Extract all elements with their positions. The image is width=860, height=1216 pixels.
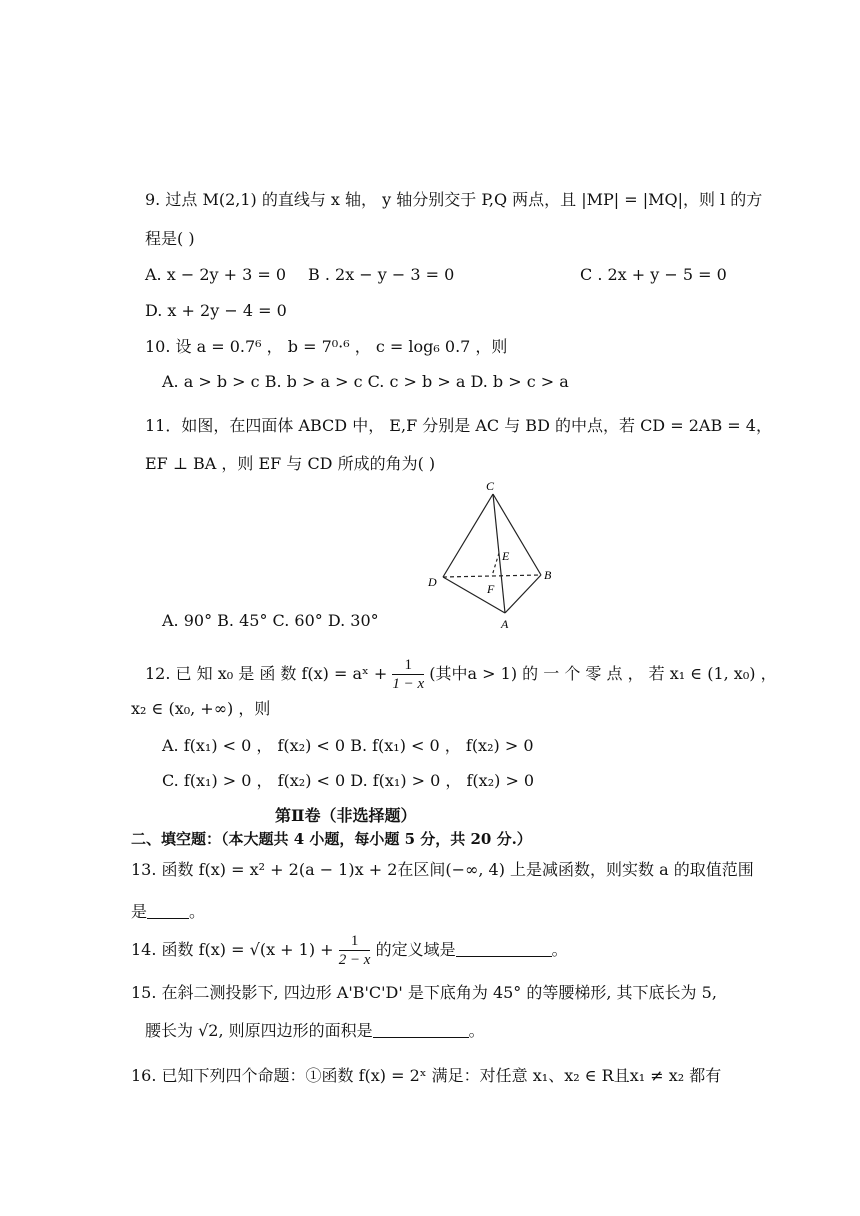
q13-suffix: 。 — [189, 902, 206, 921]
q12-options-ab: A. f(x₁) < 0 ， f(x₂) < 0 B. f(x₁) < 0 ， f(x₂) > 0 — [162, 736, 534, 755]
q12-stem-line1 — [145, 652, 777, 696]
q13-stem-line2 — [131, 900, 205, 924]
q15-stem-line2 — [145, 1019, 485, 1043]
q12-frac-numerator: 1 — [392, 656, 424, 675]
q15-suffix: 。 — [468, 1021, 485, 1040]
q12-options-cd: C. f(x₁) > 0 ， f(x₂) < 0 D. f(x₁) > 0 ， f(x₂) > 0 — [162, 771, 535, 790]
edge-cd — [443, 494, 493, 577]
q12-fraction — [392, 656, 424, 693]
edge-da — [443, 577, 505, 613]
q15-stem-line1: 15. 在斜二测投影下, 四边形 A'B'C'D' 是下底角为 45° 的等腰梯形, 其下底长为 5, — [131, 983, 717, 1002]
label-d: D — [428, 575, 437, 589]
q12-stem-line2: x₂ ∈ (x₀, +∞) ，则 — [131, 699, 271, 718]
q11-stem-line2: EF ⊥ BA ，则 EF 与 CD 所成的角为( ) — [145, 454, 436, 473]
section2-heading: 二、填空题：（本大题共 4 小题，每小题 5 分，共 20 分.） — [131, 830, 532, 848]
segment-ef-hidden — [492, 553, 499, 576]
q14-suffix: 。 — [551, 940, 568, 959]
q9-option-b: B . 2x − y − 3 = 0 — [308, 265, 455, 284]
q13-answer-blank[interactable] — [147, 902, 189, 919]
q13-prefix: 是 — [131, 902, 148, 921]
q14-frac-numerator: 1 — [339, 932, 371, 951]
q11-options: A. 90° B. 45° C. 60° D. 30° — [162, 611, 379, 630]
q12-stem-part1: 12. 已 知 x₀ 是 函 数 f(x) = aˣ + — [145, 664, 388, 683]
label-b: B — [544, 568, 552, 582]
q14-stem — [131, 928, 568, 972]
q15-answer-blank[interactable] — [373, 1021, 469, 1038]
q15-prefix: 腰长为 √2, 则原四边形的面积是 — [145, 1021, 373, 1040]
q16-stem-line1: 16. 已知下列四个命题：①函数 f(x) = 2ˣ 满足：对任意 x₁、x₂ ∈ R且x₁ ≠ x₂ 都有 — [131, 1066, 722, 1085]
q14-answer-blank[interactable] — [456, 940, 552, 957]
q9-option-a: A. x − 2y + 3 = 0 — [145, 265, 287, 284]
tetrahedron-figure — [420, 478, 565, 630]
q9-stem-line2: 程是( ) — [145, 229, 195, 248]
q14-mid: 的定义域是 — [375, 940, 456, 959]
label-a: A — [501, 617, 509, 630]
label-e: E — [502, 549, 510, 563]
part2-title: 第Ⅱ卷（非选择题） — [275, 806, 417, 825]
q14-frac-denominator: 2 − x — [338, 952, 371, 968]
q10-options: A. a > b > c B. b > a > c C. c > b > a D. b > c > a — [162, 372, 569, 391]
q10-stem: 10. 设 a = 0.7⁶ ， b = 7⁰·⁶ ， c = log₆ 0.7 ，则 — [145, 337, 508, 356]
label-c: C — [486, 479, 495, 493]
q12-stem-part2: (其中a > 1) 的 一 个 零 点 ， 若 x₁ ∈ (1, x₀) ， — [429, 664, 777, 683]
q9-option-c: C . 2x + y − 5 = 0 — [580, 265, 727, 284]
label-f: F — [487, 582, 495, 596]
q11-stem-line1: 11．如图，在四面体 ABCD 中， E,F 分别是 AC 与 BD 的中点，若 CD = 2AB = 4， — [145, 416, 772, 435]
q9-option-d: D. x + 2y − 4 = 0 — [145, 301, 287, 320]
q13-stem-line1: 13. 函数 f(x) = x² + 2(a − 1)x + 2在区间(−∞, 4) 上是减函数，则实数 a 的取值范围 — [131, 860, 754, 879]
q14-fraction — [339, 932, 371, 969]
q14-prefix: 14. 函数 f(x) = √(x + 1) + — [131, 940, 334, 959]
q12-frac-denominator: 1 − x — [392, 676, 425, 692]
edge-ba — [505, 575, 541, 613]
q9-stem-line1: 9. 过点 M(2,1) 的直线与 x 轴， y 轴分别交于 P,Q 两点，且 |MP| = |MQ|，则 l 的方 — [145, 190, 763, 209]
